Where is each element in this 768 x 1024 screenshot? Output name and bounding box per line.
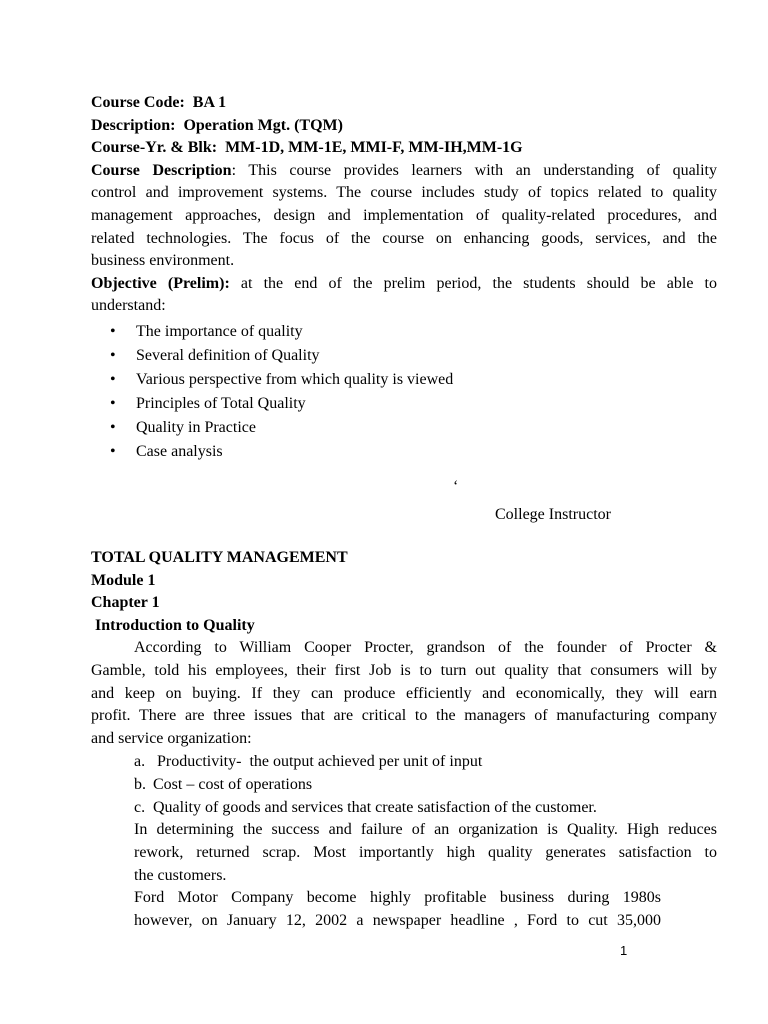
course-code-value: BA 1 (192, 94, 227, 111)
bullet-icon: • (110, 346, 116, 364)
objective-label: Objective (Prelim): (91, 274, 230, 292)
para3-line-2: however, on January 12, 2002 a newspaper headline , Ford to cut 35,000 (134, 911, 661, 929)
body-line-2: Gamble, told his employees, their first Job is to turn out quality that consumers will by (91, 661, 717, 679)
objective-line-1 (91, 273, 717, 296)
issue-text: Productivity- the output achieved per unit of input (153, 753, 483, 771)
module-title (91, 547, 717, 570)
body-line-5: and service organization: (91, 729, 252, 747)
issues-list (91, 750, 717, 819)
objective-text-1: at the end of the prelim period, the students should be able to (229, 274, 718, 292)
list-item (110, 368, 717, 392)
list-item (110, 440, 717, 464)
bullet-icon: • (110, 322, 116, 340)
para3-line-1: Ford Motor Company become highly profitable business during 1980s (134, 889, 661, 907)
paragraph-quality (91, 819, 717, 932)
course-description-line-4: related technologies. The focus of the course on enhancing goods, services, and the (91, 229, 717, 247)
course-description-line-2: control and improvement systems. The course includes study of topics related to quality (91, 184, 717, 202)
para2-line-2: rework, returned scrap. Most importantly high quality generates satisfaction to (134, 843, 717, 861)
section-heading (91, 615, 717, 638)
description-label: Description: (91, 116, 176, 134)
list-item (134, 750, 717, 773)
list-item (110, 320, 717, 344)
section-heading-text: Introduction to Quality (91, 616, 255, 634)
module-section (91, 547, 717, 932)
chapter-number (91, 592, 717, 615)
course-code-label: Course Code: (91, 94, 185, 111)
body-line-1 (91, 637, 717, 660)
para2-line-1: In determining the success and failure of an organization is Quality. High reduces (134, 821, 717, 839)
course-code-line (91, 92, 717, 115)
page-number: 1 (620, 943, 628, 958)
body-line-4: profit. There are three issues that are critical to the managers of manufacturing company (91, 707, 717, 725)
para2-line-3: the customers. (134, 866, 227, 884)
body-line-3: and keep on buying. If they can produce efficiently and economically, they will earn (91, 684, 717, 702)
module-number-text: Module 1 (91, 571, 156, 589)
chapter-number-text: Chapter 1 (91, 594, 160, 612)
objective-item: Various perspective from which quality is viewed (136, 370, 454, 388)
course-info (91, 92, 717, 464)
list-item (110, 344, 717, 368)
course-description-line-1 (91, 160, 717, 183)
objectives-list (91, 320, 717, 464)
course-yr-line (91, 137, 717, 160)
course-yr-label: Course-Yr. & Blk: (91, 139, 218, 157)
list-marker: a. (134, 753, 146, 771)
objective-item: Case analysis (136, 442, 223, 460)
list-item (134, 773, 717, 796)
stray-quote-mark: ‘ (453, 478, 459, 495)
objective-item: Quality in Practice (136, 418, 256, 436)
list-item (134, 796, 717, 819)
bullet-icon: • (110, 442, 116, 460)
list-item (110, 392, 717, 416)
signature-line: College Instructor (495, 506, 611, 523)
course-yr-value: MM-1D, MM-1E, MMI-F, MM-IH,MM-1G (225, 139, 523, 157)
module-number (91, 570, 717, 593)
module-title-text: TOTAL QUALITY MANAGEMENT (91, 549, 348, 566)
bullet-icon: • (110, 370, 116, 388)
description-value: Operation Mgt. (TQM) (183, 116, 343, 134)
course-description-text-1: : This course provides learners with an understanding of quality (231, 161, 718, 179)
body-text-1: According to William Cooper Procter, grandson of the founder of Procter & (134, 639, 717, 657)
objective-item: Principles of Total Quality (136, 394, 306, 412)
objective-line-2: understand: (91, 297, 166, 315)
course-description-line-5: business environment. (91, 252, 235, 270)
issue-text: Quality of goods and services that create satisfaction of the customer. (153, 799, 597, 817)
list-marker: b. (134, 776, 146, 794)
bullet-icon: • (110, 418, 116, 436)
list-item (110, 416, 717, 440)
list-marker: c. (134, 799, 146, 817)
objective-item: The importance of quality (136, 322, 303, 340)
course-description-label: Course Description (91, 161, 232, 179)
issue-text: Cost – cost of operations (153, 776, 313, 794)
bullet-icon: • (110, 394, 116, 412)
course-description-line-3: management approaches, design and implementation of quality-related procedures, and (91, 206, 717, 224)
description-line (91, 115, 717, 138)
objective-item: Several definition of Quality (136, 346, 320, 364)
